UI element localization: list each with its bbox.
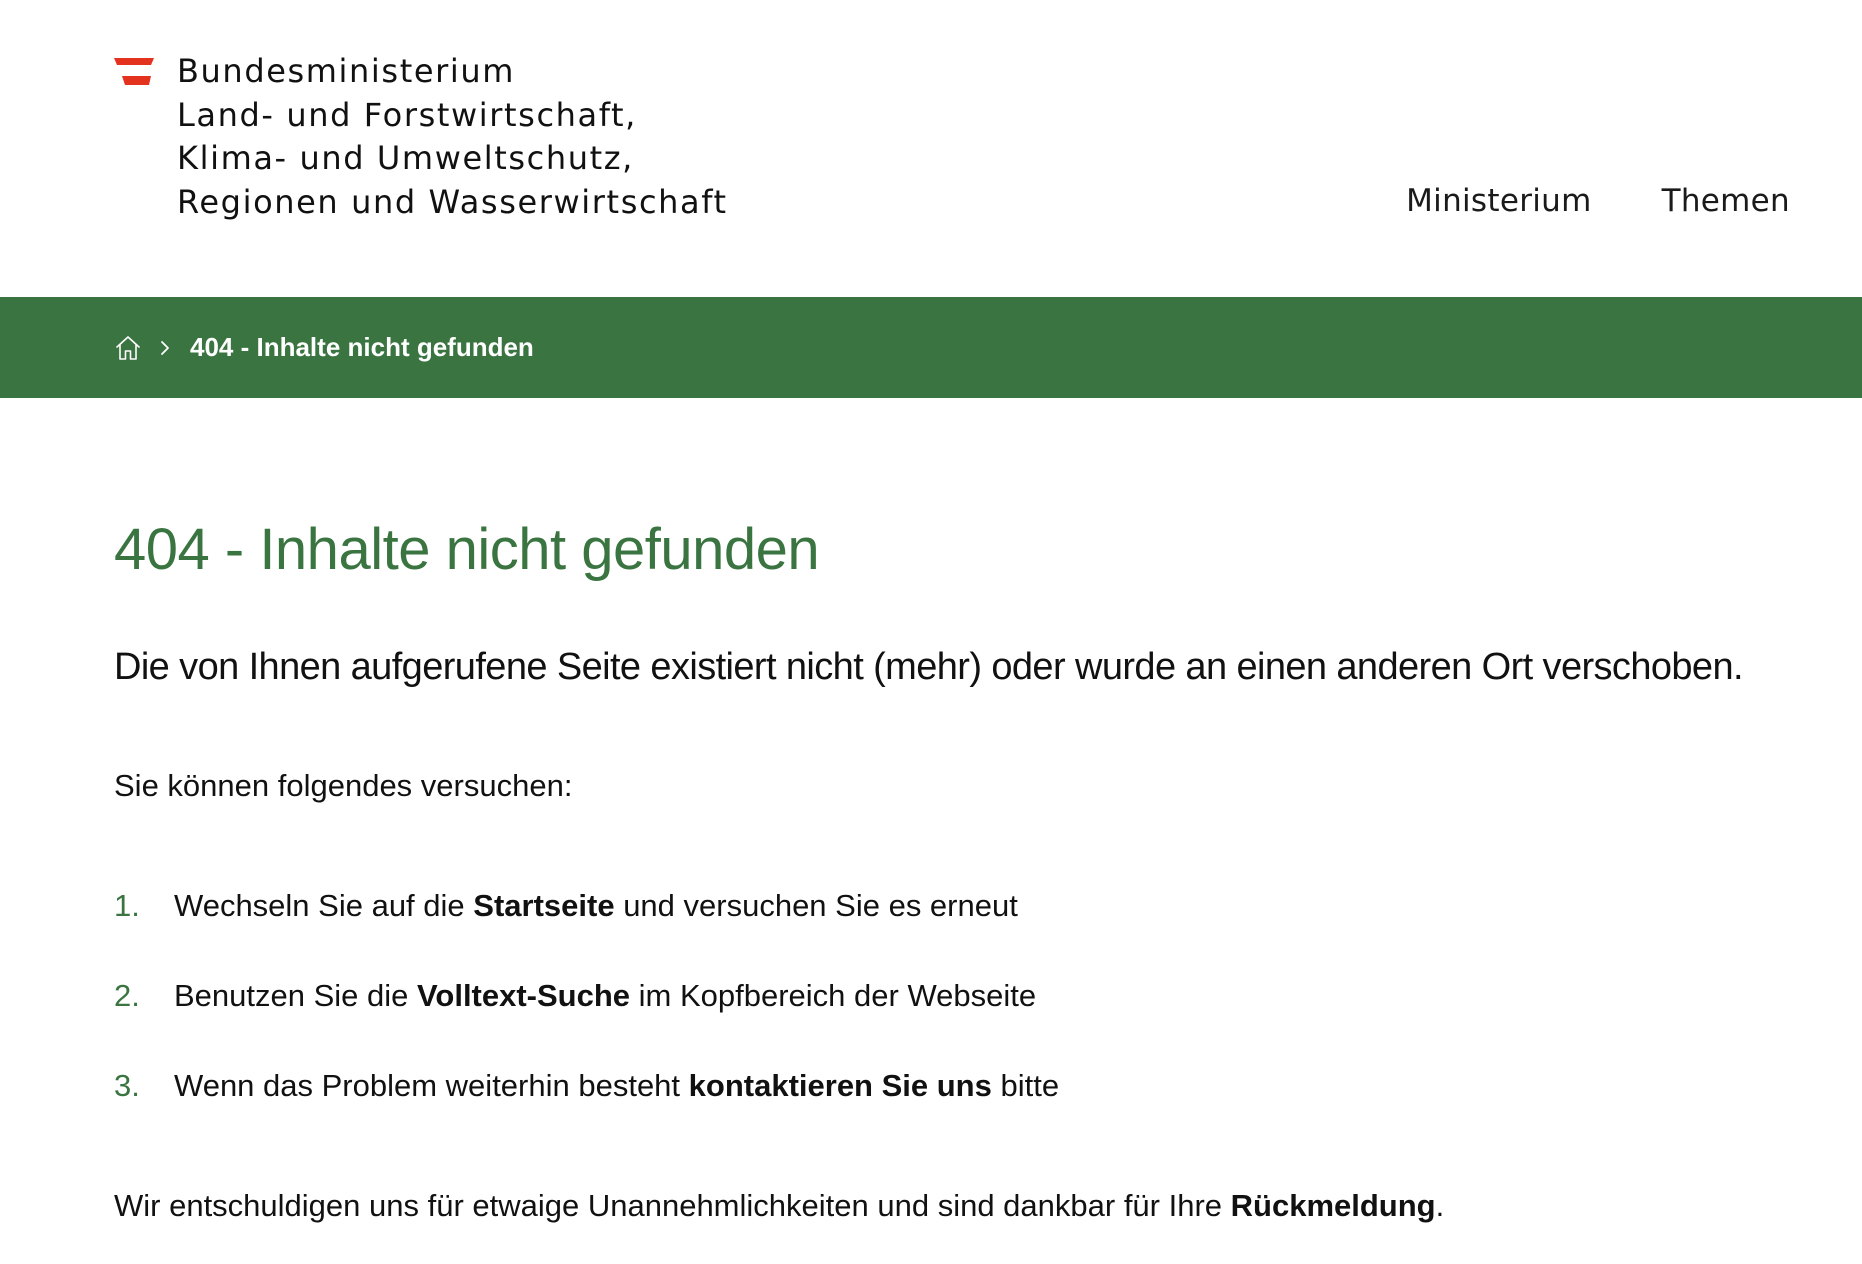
contact-link[interactable]: kontaktieren Sie uns <box>688 1068 992 1103</box>
austrian-flag-icon <box>114 58 154 86</box>
breadcrumb-current: 404 - Inhalte nicht gefunden <box>190 332 534 362</box>
outro-text-after: . <box>1435 1188 1445 1223</box>
intro-text: Sie können folgendes versuchen: <box>114 768 573 803</box>
list-item-text-before: Benutzen Sie die <box>174 978 418 1013</box>
list-number: 1. <box>114 888 140 923</box>
chevron-right-icon <box>158 340 172 356</box>
list-item-text-after: im Kopfbereich der Webseite <box>630 978 1037 1013</box>
list-item-text <box>174 888 1018 924</box>
list-item <box>114 888 1059 978</box>
volltext-suche-link[interactable]: Volltext-Suche <box>417 978 631 1013</box>
list-number: 3. <box>114 1068 140 1103</box>
nav-item-ministerium[interactable]: Ministerium <box>1406 183 1592 219</box>
site-header <box>0 0 1862 297</box>
list-item-text-after: und versuchen Sie es erneut <box>614 888 1018 923</box>
ministry-name-line: Klima- und Umweltschutz, <box>177 139 634 177</box>
lead-text: Die von Ihnen aufgerufene Seite existiert nicht (mehr) oder wurde an einen anderen Ort verschoben. <box>114 646 1743 688</box>
list-item-text-after: bitte <box>991 1068 1060 1103</box>
list-item-text-before: Wechseln Sie auf die <box>174 888 474 923</box>
ministry-name-line: Bundesministerium <box>177 52 516 90</box>
outro-text <box>114 1188 1444 1224</box>
ministry-name-line: Land- und Forstwirtschaft, <box>177 95 637 134</box>
outro-text-before: Wir entschuldigen uns für etwaige Unannehmlichkeiten und sind dankbar für Ihre <box>114 1188 1231 1223</box>
suggestion-list <box>114 888 1059 1158</box>
list-item-text-before: Wenn das Problem weiterhin besteht <box>174 1068 689 1103</box>
feedback-link[interactable]: Rückmeldung <box>1230 1188 1436 1223</box>
home-icon[interactable] <box>114 334 142 362</box>
list-item <box>114 978 1059 1068</box>
nav-item-themen[interactable]: Themen <box>1661 183 1790 219</box>
page-title: 404 - Inhalte nicht gefunden <box>114 517 820 582</box>
list-item-text <box>174 978 1036 1014</box>
list-item <box>114 1068 1059 1158</box>
breadcrumb <box>0 297 1862 398</box>
main-nav <box>1406 183 1790 219</box>
ministry-name-line: Regionen und Wasserwirtschaft <box>177 182 728 221</box>
ministry-name <box>177 50 728 224</box>
list-item-text <box>174 1068 1059 1104</box>
list-number: 2. <box>114 978 140 1013</box>
startseite-link[interactable]: Startseite <box>473 888 615 923</box>
breadcrumb-trail <box>114 297 534 398</box>
